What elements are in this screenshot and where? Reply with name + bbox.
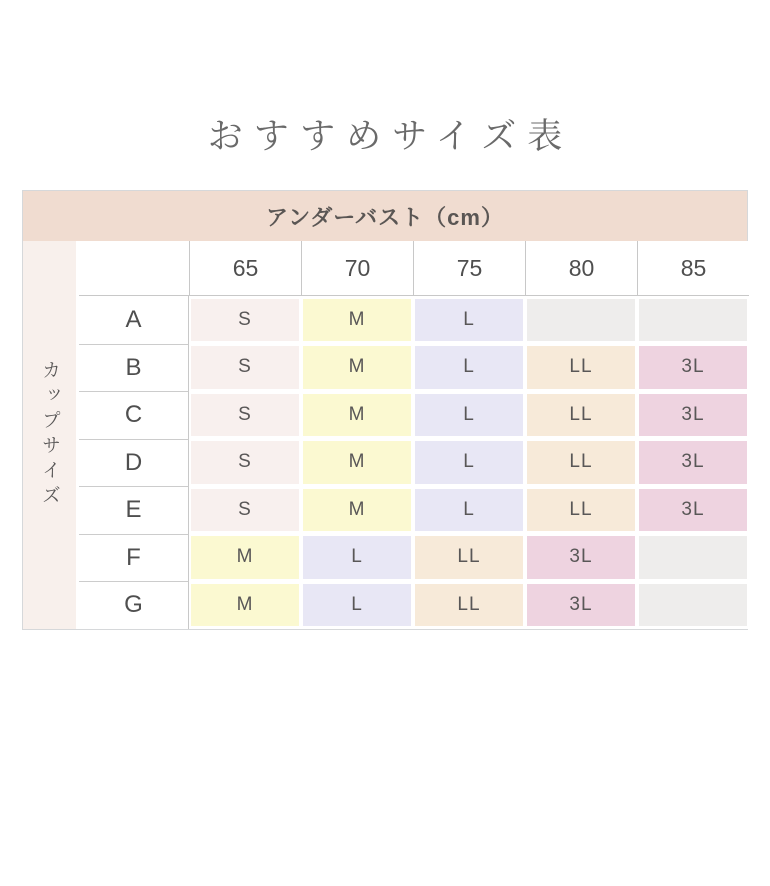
size-value: S xyxy=(191,489,299,532)
cup-label: E xyxy=(79,486,189,534)
size-value: M xyxy=(303,299,411,342)
size-cell xyxy=(413,344,525,392)
size-value: S xyxy=(191,299,299,342)
size-value: L xyxy=(415,346,523,389)
size-value: M xyxy=(191,536,299,579)
size-cell xyxy=(413,296,525,344)
size-cell xyxy=(637,439,749,487)
cup-label: D xyxy=(79,439,189,487)
size-value: LL xyxy=(527,489,635,532)
size-cell xyxy=(189,534,301,582)
size-cell xyxy=(637,296,749,344)
size-value xyxy=(639,584,747,627)
size-value: 3L xyxy=(639,441,747,484)
size-value: 3L xyxy=(639,346,747,389)
table-row-b xyxy=(79,344,749,392)
size-cell xyxy=(413,581,525,629)
size-cell xyxy=(413,486,525,534)
size-value: LL xyxy=(415,536,523,579)
column-header-85: 85 xyxy=(637,241,749,295)
size-cell xyxy=(301,344,413,392)
table-row-f xyxy=(79,534,749,582)
size-cell xyxy=(189,391,301,439)
table-body xyxy=(23,241,747,629)
size-value: L xyxy=(303,536,411,579)
size-value xyxy=(639,299,747,342)
size-value: M xyxy=(191,584,299,627)
size-value: L xyxy=(415,489,523,532)
size-value: LL xyxy=(527,346,635,389)
size-value: 3L xyxy=(527,536,635,579)
size-value: L xyxy=(415,299,523,342)
size-value: M xyxy=(303,346,411,389)
size-cell xyxy=(301,391,413,439)
size-cell xyxy=(413,391,525,439)
size-cell xyxy=(525,391,637,439)
cup-label: A xyxy=(79,296,189,344)
size-cell xyxy=(301,439,413,487)
size-value: L xyxy=(415,394,523,437)
size-cell xyxy=(637,581,749,629)
size-value: LL xyxy=(527,441,635,484)
size-cell xyxy=(525,486,637,534)
size-value xyxy=(527,299,635,342)
cup-label: B xyxy=(79,344,189,392)
size-cell xyxy=(301,534,413,582)
corner-cell xyxy=(79,241,189,295)
cup-label: F xyxy=(79,534,189,582)
size-cell xyxy=(525,439,637,487)
size-cell xyxy=(189,296,301,344)
cup-size-axis-label: カップサイズ xyxy=(23,241,79,629)
size-value: L xyxy=(415,441,523,484)
size-value: M xyxy=(303,489,411,532)
size-value: LL xyxy=(415,584,523,627)
size-cell xyxy=(637,534,749,582)
size-cell xyxy=(189,581,301,629)
table-row-c xyxy=(79,391,749,439)
size-cell xyxy=(525,296,637,344)
size-cell xyxy=(301,296,413,344)
table-row-a xyxy=(79,296,749,344)
size-value: L xyxy=(303,584,411,627)
size-value: 3L xyxy=(639,394,747,437)
size-value: S xyxy=(191,346,299,389)
column-header-80: 80 xyxy=(525,241,637,295)
size-value: M xyxy=(303,441,411,484)
table-main xyxy=(79,241,749,629)
underbust-header: アンダーバスト（cm） xyxy=(23,191,747,241)
size-table xyxy=(22,190,748,630)
table-row-g xyxy=(79,581,749,629)
size-cell xyxy=(189,486,301,534)
size-cell xyxy=(189,344,301,392)
size-value: M xyxy=(303,394,411,437)
size-value: S xyxy=(191,394,299,437)
table-row-e xyxy=(79,486,749,534)
column-header-75: 75 xyxy=(413,241,525,295)
column-header-70: 70 xyxy=(301,241,413,295)
size-cell xyxy=(301,581,413,629)
size-value: 3L xyxy=(639,489,747,532)
size-cell xyxy=(413,439,525,487)
size-cell xyxy=(637,344,749,392)
size-cell xyxy=(413,534,525,582)
size-cell xyxy=(525,581,637,629)
size-cell xyxy=(525,344,637,392)
column-header-65: 65 xyxy=(189,241,301,295)
page xyxy=(0,116,770,886)
size-cell xyxy=(637,486,749,534)
page-title: おすすめサイズ表 xyxy=(207,117,574,156)
column-header-row xyxy=(79,241,749,296)
size-value: S xyxy=(191,441,299,484)
size-value: 3L xyxy=(527,584,635,627)
table-row-d xyxy=(79,439,749,487)
size-cell xyxy=(525,534,637,582)
size-cell xyxy=(637,391,749,439)
size-value: LL xyxy=(527,394,635,437)
cup-label: G xyxy=(79,581,189,629)
size-cell xyxy=(301,486,413,534)
size-cell xyxy=(189,439,301,487)
cup-label: C xyxy=(79,391,189,439)
size-value xyxy=(639,536,747,579)
